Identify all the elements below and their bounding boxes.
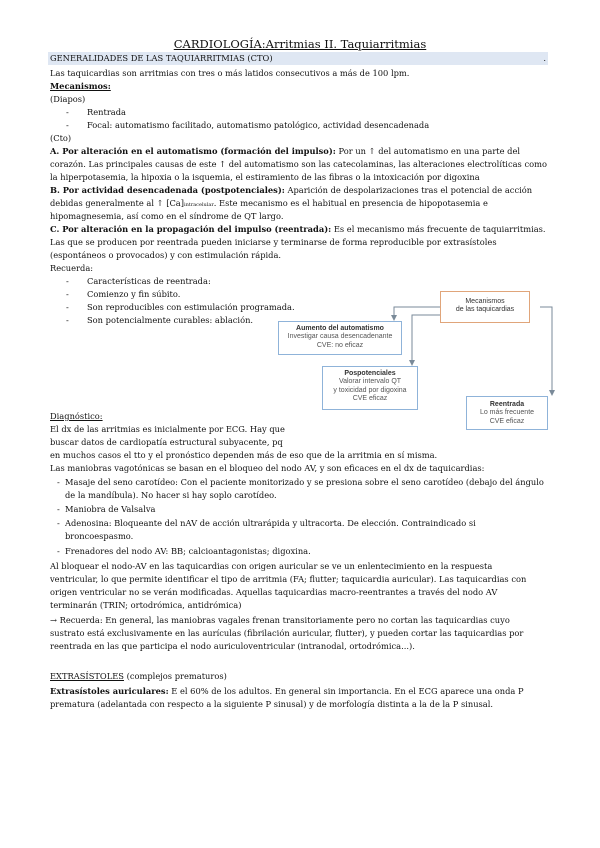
arrow-to-reentrada [540, 307, 552, 395]
recuerda-item: Comienzo y fin súbito. [87, 289, 181, 299]
arrow-to-automatismo [394, 307, 440, 320]
bullet-dash: - [57, 504, 60, 514]
diagnostico-line2: buscar datos de cardiopatía estructural subyacente, pq [50, 437, 283, 447]
maniobra-item: Maniobra de Valsalva [65, 504, 156, 514]
paragraph-a-line2: corazón. Las principales causas de este ↑ del automatismo son las catecolaminas, las alteraciones electrolíticas como [50, 159, 547, 169]
paragraph-c-text: Es el mecanismo más frecuente de taquiarritmias. [333, 224, 546, 234]
diapos-label: (Diapos) [50, 94, 86, 104]
diagram-root-box [440, 291, 530, 323]
maniobra-item: Frenadores del nodo AV: BB; calcioantagonistas; digoxina. [65, 546, 311, 556]
bullet-dash: - [57, 518, 60, 528]
diagram-automatismo-title: Aumento del automatismo [296, 325, 384, 332]
bullet-dash: - [66, 289, 69, 299]
bullet-dash: - [66, 302, 69, 312]
paragraph-b-line2-start: debidas generalmente al ↑ [Ca] [50, 198, 184, 208]
diagram-automatismo-line1: Investigar causa desencadenante [287, 333, 393, 341]
bullet-dash: - [57, 477, 60, 487]
diagnostico-label: Diagnóstico: [50, 411, 103, 421]
diagnostico-p3: origen ventricular no se verán modificadas. Aquellas taquicardias macro-reentrantes a través del nodo AV [50, 587, 498, 597]
extrasistoles-auriculares-title: Extrasístoles auriculares: [50, 686, 169, 696]
bullet-dash: - [66, 315, 69, 325]
diagnostico-line3: en muchos casos el tto y el pronóstico dependen más de eso que de la arritmia en sí misma. [50, 450, 438, 460]
intro-text: Las taquicardias son arritmias con tres o más latidos consecutivos a más de 100 lpm. [50, 68, 410, 78]
diagram-root-title: Mecanismos [465, 298, 505, 305]
diagnostico-line1: El dx de las arritmias es inicialmente por ECG. Hay que [50, 424, 285, 434]
maniobra-item-cont: de la mandíbula). No hacer si hay soplo carotídeo. [65, 490, 277, 500]
section-header-dot: . [543, 53, 546, 63]
extrasistoles-label-rest: (complejos prematuros) [123, 671, 227, 681]
page-title: CARDIOLOGÍA:Arritmias II. Taquiarritmias [173, 37, 427, 51]
recuerda-r2: sustrato está exclusivamente en las aurículas (fibrilación auricular, flutter), y pueden cortar las taquicardias por [50, 628, 524, 638]
diagram-pospotenciales-line3: CVE eficaz [352, 395, 388, 403]
paragraph-b-title: B. Por actividad desencadenada (postpotenciales): [50, 185, 285, 195]
bullet-dash: - [57, 546, 60, 556]
diagram-pospotenciales-line2: y toxicidad por digoxina [333, 386, 407, 394]
bullet-dash: - [66, 107, 69, 117]
bullet-dash: - [66, 276, 69, 286]
diagram-pospotenciales-line1: Valorar intervalo QT [338, 378, 402, 386]
maniobra-item: Adenosina: Bloqueante del nAV de acción ultrarápida y ultracorta. De elección. Contraindicado si [65, 518, 476, 528]
extrasistoles-label: EXTRASÍSTOLES [50, 671, 124, 681]
paragraph-b-text: Aparición de despolarizaciones tras el potencial de acción [287, 185, 533, 195]
extrasistoles-heading [50, 670, 550, 682]
diagram-reentrada-box [466, 396, 548, 430]
recuerda-r3: reentrada en las que participa el nodo auriculoventricular (intranodal, ortodrómica...). [50, 641, 415, 651]
recuerda-label: Recuerda: [50, 263, 94, 273]
bullet-dash: - [66, 120, 69, 130]
maniobra-item: Masaje del seno carotídeo: Con el paciente monitorizado y se presiona sobre el seno carotídeo (debajo del ángulo [65, 477, 544, 487]
paragraph-a-text: Por un ↑ del automatismo en una parte del [338, 146, 521, 156]
diagnostico-p2: ventricular, lo que permite identificar el tipo de arritmia (FA; flutter; taquicardia auricular). Las taquicardias con [50, 574, 527, 584]
diagnostico-line4: Las maniobras vagotónicas se basan en el bloqueo del nodo AV, y son eficaces en el dx de taquicardias: [50, 463, 485, 473]
paragraph-b-line3: hipomagnesemia, así como en el síndrome de QT largo. [50, 211, 284, 221]
diagram-pospotenciales-title: Pospotenciales [344, 370, 396, 377]
diapos-item: Rentrada [87, 107, 127, 117]
paragraph-a-title: A. Por alteración en el automatismo (formación del impulso): [50, 146, 336, 156]
paragraph-c-line2: Las que se producen por reentrada pueden iniciarse y terminarse de forma reproducible por extrasístoles [50, 237, 497, 247]
cto-label: (Cto) [50, 133, 72, 143]
extrasistoles-line2: prematura (adelantada con respecto a la siguiente P sinusal) y de morfología distinta a la de la P sinusal. [50, 699, 494, 709]
diagram-reentrada-title: Reentrada [489, 401, 525, 408]
recuerda-item: Son reproducibles con estimulación programada. [87, 302, 295, 312]
diagnostico-p1: Al bloquear el nodo-AV en las taquicardias con origen auricular se ve un enlentecimiento en la respuesta [50, 561, 493, 571]
recuerda-r1: → Recuerda: En general, las maniobras vagales frenan transitoriamente pero no cortan las taquicardias cuyo [50, 615, 510, 625]
diagram-pospotenciales-box [322, 366, 418, 410]
diapos-item: Focal: automatismo facilitado, automatismo patológico, actividad desencadenada [87, 120, 430, 130]
extrasistoles-line1 [50, 685, 550, 697]
section-header-text: GENERALIDADES DE LAS TAQUIARRITMIAS (CTO) [50, 53, 273, 63]
paragraph-c-line3: (espontáneos o provocados) y con estimulación rápida. [50, 250, 282, 260]
diagram-automatismo-box [278, 321, 402, 355]
recuerda-item: Son potencialmente curables: ablación. [87, 315, 254, 325]
subscript-intracelular: intracelular [183, 202, 214, 208]
diagram-automatismo-line2: CVE: no eficaz [316, 341, 364, 349]
maniobra-item-cont: broncoespasmo. [65, 531, 134, 541]
paragraph-a-line3: la hiperpotasemia, la hipoxia o la isquemia, el estiramiento de las fibras o la intoxicación por digoxina [50, 172, 480, 182]
recuerda-item: Características de reentrada: [87, 276, 211, 286]
paragraph-c-title: C. Por alteración en la propagación del impulso (reentrada): [50, 224, 332, 234]
mecanismos-label: Mecanismos: [50, 81, 111, 91]
arrow-to-pospotenciales [412, 315, 440, 365]
diagram-root-title2: de las taquicardias [455, 306, 515, 314]
extrasistoles-auriculares-text: E el 60% de los adultos. En general sin importancia. En el ECG aparece una onda P [168, 686, 524, 696]
diagnostico-p4: terminarán (TRIN; ortodrómica, antidrómica) [50, 600, 242, 610]
diagram-reentrada-line2: CVE eficaz [489, 417, 525, 425]
paragraph-b-line2-end: . Este mecanismo es el habitual en presencia de hipopotasemia e [213, 198, 488, 208]
diagram-reentrada-line1: Lo más frecuente [479, 409, 535, 417]
